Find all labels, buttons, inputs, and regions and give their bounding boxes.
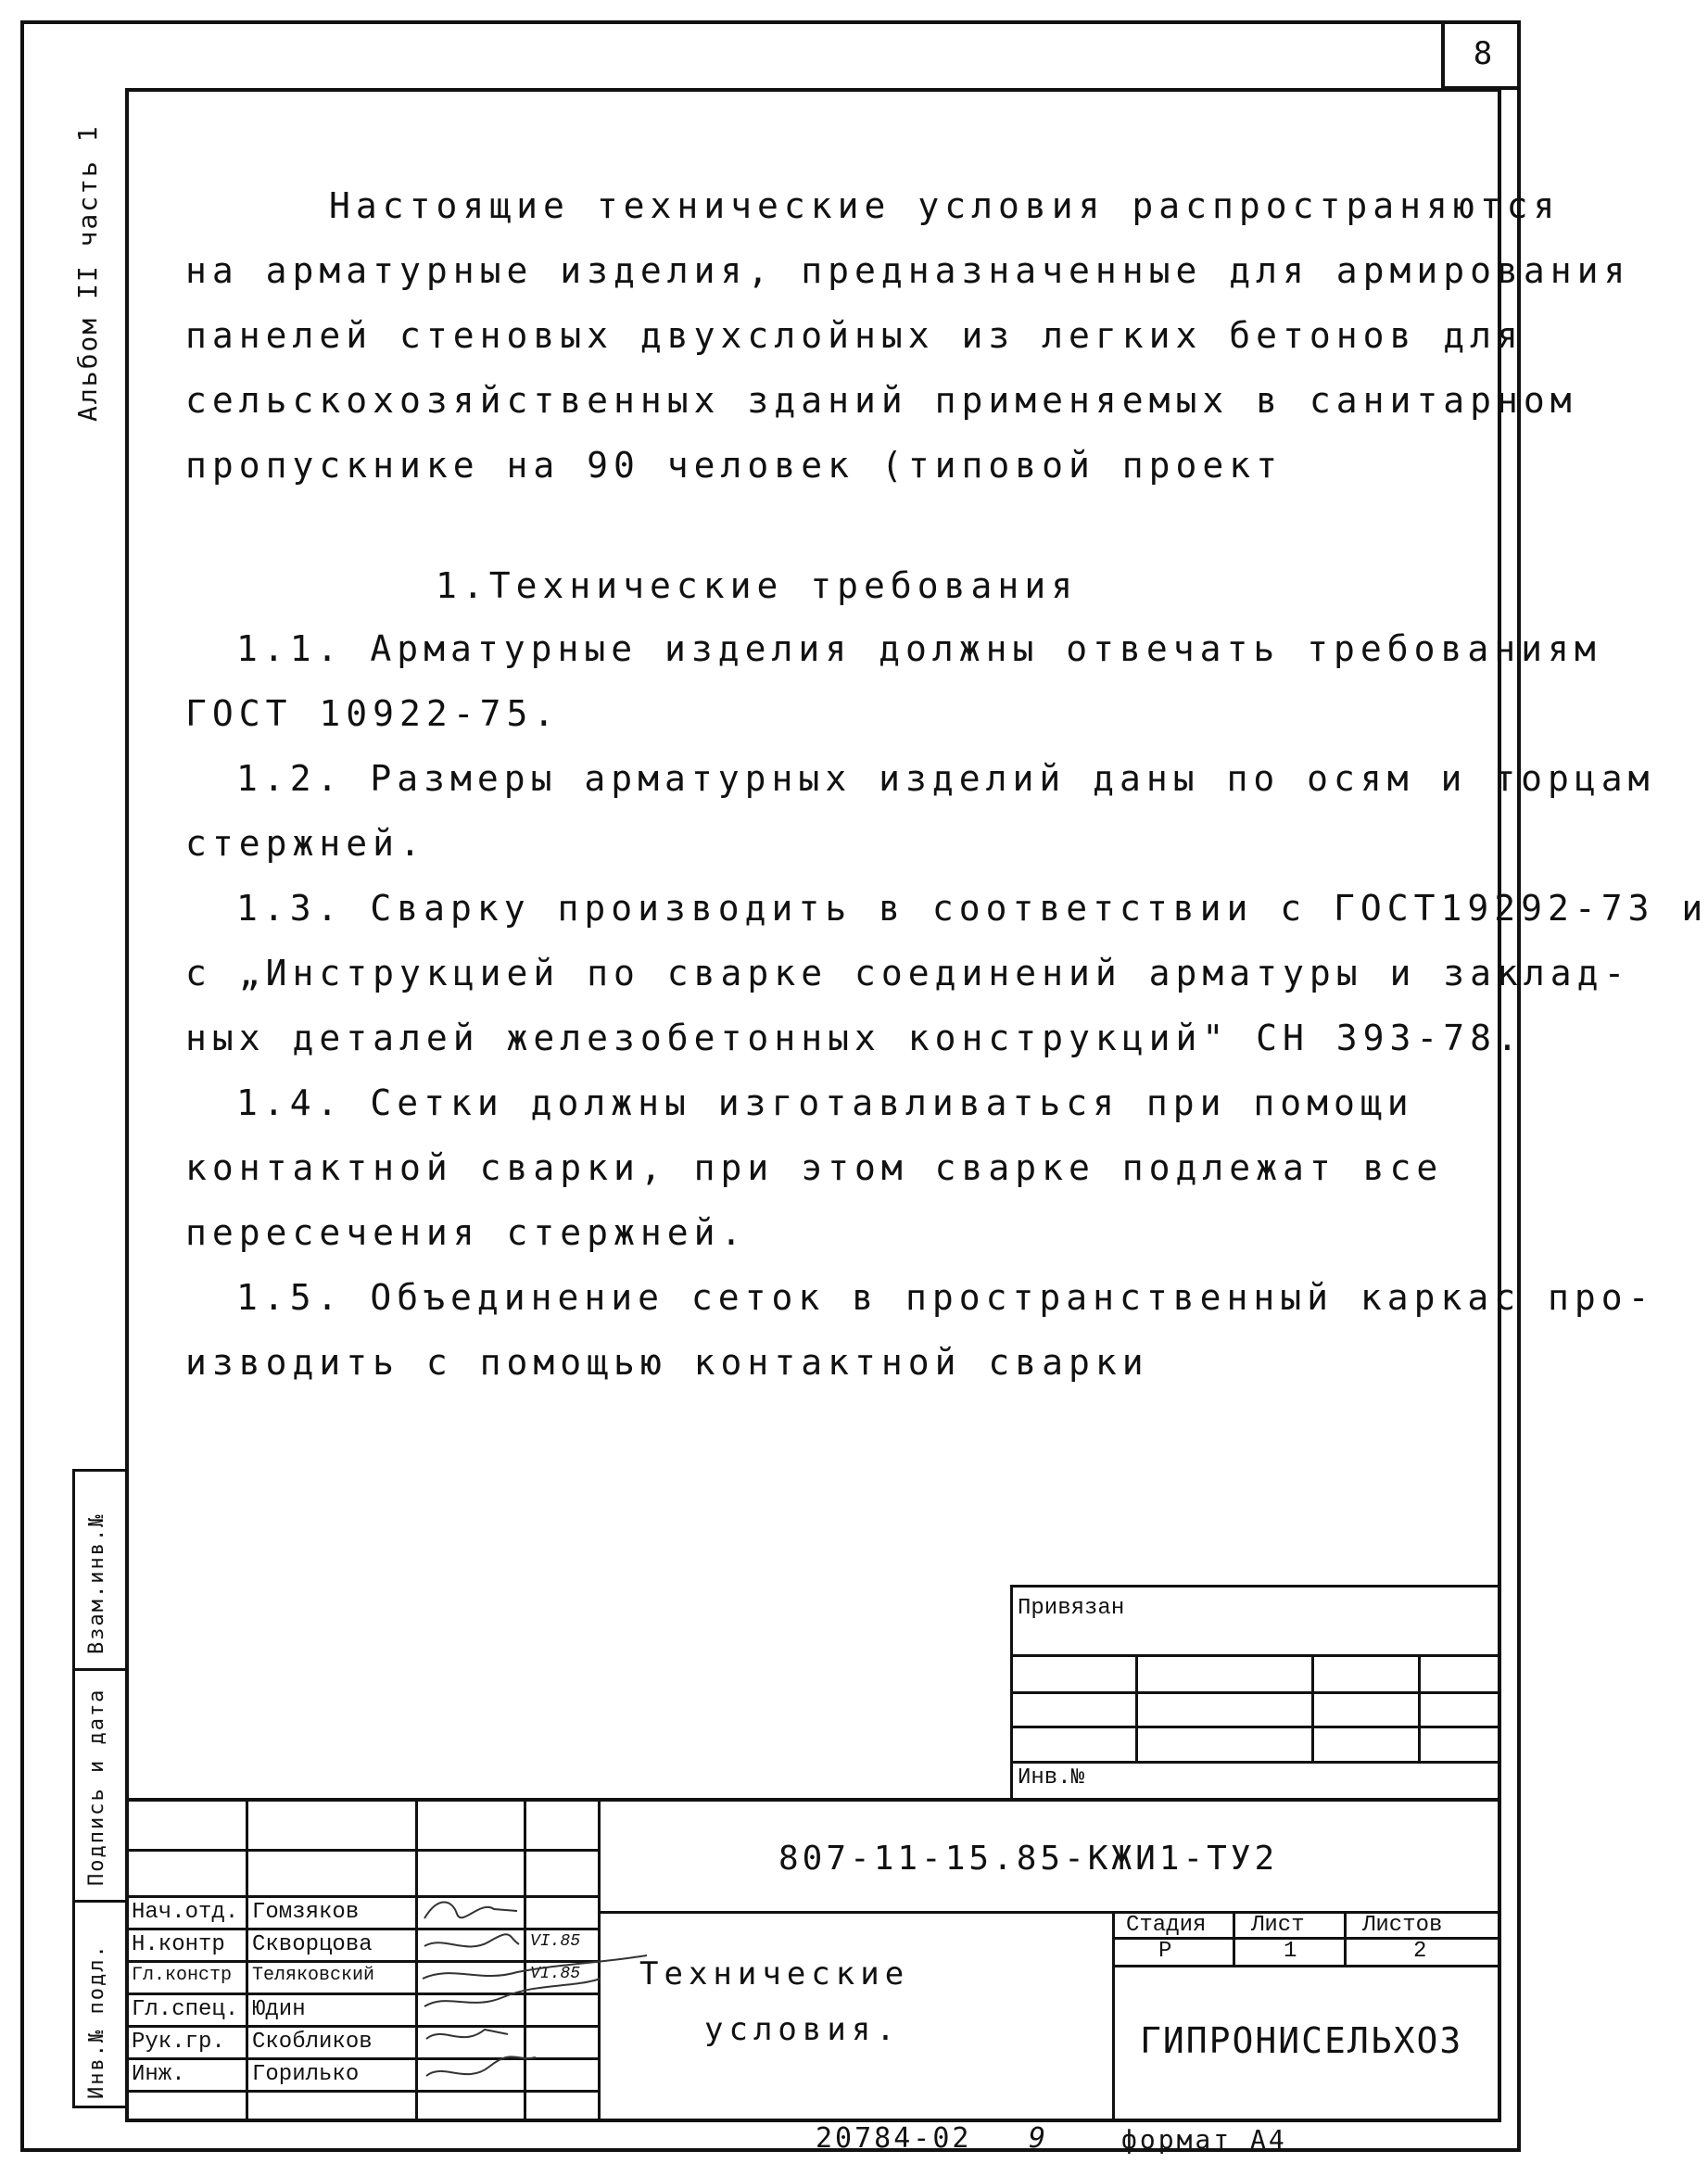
item-line-6: с „Инструкцией по сварке соединений арматуры и заклад- — [185, 953, 1631, 993]
vzam-inv-label: Взам.инв.№ — [85, 1512, 108, 1654]
intro-line-4: сельскохозяйственных зданий применяемых в санитарном — [185, 380, 1577, 421]
date-3: VI.85 — [530, 1965, 581, 1983]
role-4: Гл.спец. — [132, 1997, 239, 2022]
privyazan-title: Привязан — [1018, 1596, 1125, 1621]
item-line-7: ных деталей железобетонных конструкций" СН 393-78. — [185, 1018, 1524, 1058]
sheet-value: 1 — [1284, 1939, 1297, 1964]
name-2: Скворцова — [252, 1932, 373, 1957]
item-line-3: 1.2. Размеры арматурных изделий даны по осям и торцам — [236, 758, 1655, 799]
name-5: Скобликов — [252, 2030, 373, 2055]
sheets-header: Листов — [1362, 1913, 1443, 1938]
stage-value: Р — [1158, 1939, 1172, 1964]
item-line-2: ГОСТ 10922-75. — [185, 693, 561, 734]
role-5: Рук.гр. — [132, 2030, 225, 2055]
item-line-11: 1.5. Объединение сеток в пространственный каркас про- — [236, 1277, 1655, 1318]
role-1: Нач.отд. — [132, 1900, 239, 1925]
section-title: 1.Технические требования — [436, 565, 1079, 606]
item-line-12: изводить с помощью контактной сварки — [185, 1342, 1149, 1383]
date-2: VI.85 — [530, 1932, 581, 1951]
format-label: формат А4 — [1121, 2124, 1287, 2155]
intro-line-3: панелей стеновых двухслойных из легких бетонов для — [185, 315, 1524, 356]
inventory-number: 20784-02 — [816, 2122, 972, 2155]
copy-number: 9 — [1029, 2122, 1052, 2155]
podpis-data-label: Подпись и дата — [85, 1688, 108, 1886]
document-name-line1: Технические — [639, 1955, 910, 1993]
item-line-9: контактной сварки, при этом сварке подлежат все — [185, 1147, 1444, 1188]
signatures — [415, 1891, 656, 2104]
page-number: 8 — [1441, 20, 1521, 90]
role-2: Н.контр — [132, 1932, 225, 1957]
item-line-8: 1.4. Сетки должны изготавливаться при помощи — [236, 1082, 1414, 1123]
item-line-4: стержней. — [185, 823, 426, 864]
document-code: 807-11-15.85-КЖИ1-ТУ2 — [778, 1840, 1279, 1878]
inv-podl-label: Инв.№ подл. — [85, 1943, 108, 2099]
item-line-1: 1.1. Арматурные изделия должны отвечать требованиям — [236, 628, 1601, 669]
name-1: Гомзяков — [252, 1900, 360, 1925]
intro-line-2: на арматурные изделия, предназначенные для армирования — [185, 250, 1631, 291]
role-6: Инж. — [132, 2062, 185, 2087]
intro-line-1: Настоящие технические условия распространяются — [329, 185, 1561, 226]
item-line-10: пересечения стержней. — [185, 1212, 748, 1253]
role-3: Гл.констр — [132, 1965, 233, 1986]
name-4: Юдин — [252, 1997, 306, 2022]
name-3: Теляковский — [252, 1965, 375, 1986]
sheets-value: 2 — [1413, 1939, 1427, 1964]
intro-line-5: пропускнике на 90 человек (типовой проект — [185, 445, 1283, 486]
stage-header: Стадия — [1126, 1913, 1207, 1938]
document-name-line2: условия. — [704, 2011, 901, 2048]
name-6: Горилько — [252, 2062, 360, 2087]
item-line-5: 1.3. Сварку производить в соответствии с ГОСТ19292-73 и — [236, 888, 1708, 929]
organization: ГИПРОНИСЕЛЬХОЗ — [1140, 2020, 1463, 2061]
privyazan-inv: Инв.№ — [1018, 1765, 1085, 1790]
sheet-header: Лист — [1251, 1913, 1305, 1938]
album-label: Альбом II часть 1 — [72, 124, 103, 422]
